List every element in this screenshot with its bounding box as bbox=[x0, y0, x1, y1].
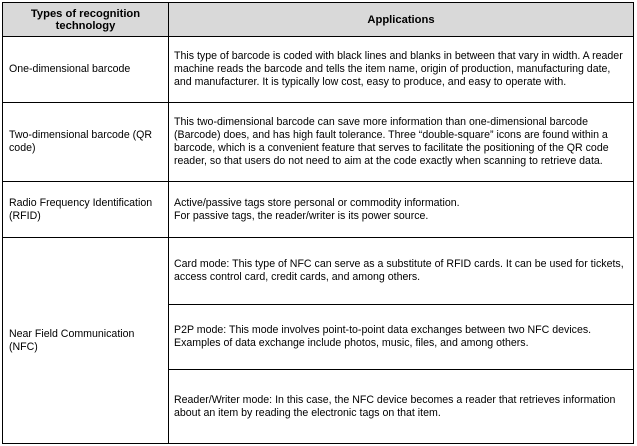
table-row bbox=[3, 238, 634, 305]
header-row bbox=[3, 3, 634, 37]
type-cell: Two-dimensional barcode (QR code) bbox=[3, 103, 169, 182]
application-cell: This type of barcode is coded with black lines and blanks in between that vary in width. A reader machine reads the barcode and tells the item name, origin of production, manufacturing date, and manufacturer. It is typically low cost, easy to produce, and easy to operate with. bbox=[169, 37, 634, 103]
type-cell: Radio Frequency Identification (RFID) bbox=[3, 182, 169, 238]
application-cell: This two-dimensional barcode can save more information than one-dimensional barcode (Barcode) does, and has high fault tolerance. Three “double-square” icons are found within a barcode, which is a convenient feature that serves to facilitate the positioning of the QR code reader, so that users do not need to aim at the code exactly when scanning to retrieve data. bbox=[169, 103, 634, 182]
application-subcell: Card mode: This type of NFC can serve as a substitute of RFID cards. It can be used for tickets, access control card, credit cards, and among others. bbox=[169, 238, 634, 305]
type-cell: One-dimensional barcode bbox=[3, 37, 169, 103]
table-row bbox=[3, 182, 634, 238]
type-cell: Near Field Communication (NFC) bbox=[3, 238, 169, 444]
application-subcell: P2P mode: This mode involves point-to-point data exchanges between two NFC devices. Examples of data exchange include photos, music, files, and among others. bbox=[169, 305, 634, 370]
application-line: For passive tags, the reader/writer is its power source. bbox=[174, 209, 429, 222]
table-row bbox=[3, 37, 634, 103]
application-cell bbox=[169, 182, 634, 238]
table-row bbox=[3, 103, 634, 182]
header-type: Types of recognition technology bbox=[3, 3, 169, 37]
header-applications: Applications bbox=[169, 3, 634, 37]
recognition-technology-table bbox=[2, 2, 634, 444]
application-line: Active/passive tags store personal or commodity information. bbox=[174, 196, 460, 209]
application-subcell: Reader/Writer mode: In this case, the NFC device becomes a reader that retrieves information about an item by reading the electronic tags on that item. bbox=[169, 370, 634, 444]
